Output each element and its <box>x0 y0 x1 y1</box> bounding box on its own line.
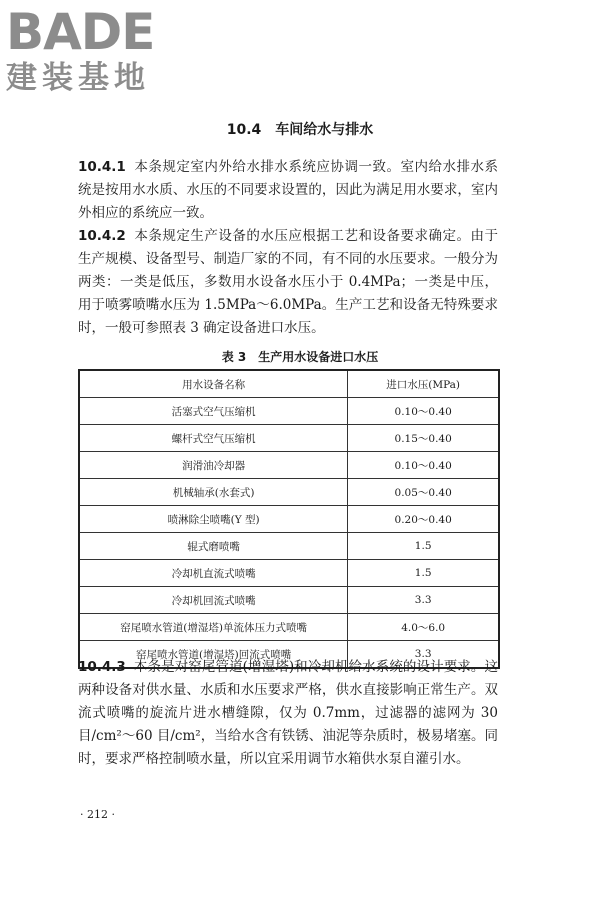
equipment-name-cell: 冷却机直流式喷嘴 <box>79 560 348 587</box>
section-title: 10.4 车间给水与排水 <box>226 122 374 138</box>
pressure-cell: 1.5 <box>348 560 499 587</box>
water-pressure-table <box>78 369 500 669</box>
clause-number: 10.4.1 <box>78 159 126 175</box>
table-row <box>79 506 499 533</box>
clause-number: 10.4.3 <box>78 659 126 675</box>
equipment-name-cell: 机械轴承(水套式) <box>79 479 348 506</box>
equipment-name-cell: 冷却机回流式喷嘴 <box>79 587 348 614</box>
paragraph-10-4-2 <box>78 225 498 340</box>
table-row <box>79 479 499 506</box>
pressure-cell: 4.0～6.0 <box>348 614 499 641</box>
equipment-name-cell: 窑尾喷水管道(增湿塔)单流体压力式喷嘴 <box>79 614 348 641</box>
clause-text: 本条规定生产设备的水压应根据工艺和设备要求确定。由于生产规模、设备型号、制造厂家的不同，有不同的水压要求。一般分为两类：一类是低压，多数用水设备水压小于 0.4MPa；一类是中压，用于喷雾喷嘴水压为 1.5MPa～6.0MPa。生产工艺和设备无特殊要求时，一般可参照表 3 确定设备进口水压。 <box>78 228 498 336</box>
table-row <box>79 425 499 452</box>
table-caption: 表 3 生产用水设备进口水压 <box>221 350 379 364</box>
table-row <box>79 587 499 614</box>
table-row <box>79 452 499 479</box>
pressure-cell: 1.5 <box>348 533 499 560</box>
table-row <box>79 614 499 641</box>
equipment-name-cell: 窑尾喷水管道(增湿塔)回流式喷嘴 <box>79 641 348 669</box>
pressure-cell: 0.15～0.40 <box>348 425 499 452</box>
equipment-name-cell: 喷淋除尘喷嘴(Y 型) <box>79 506 348 533</box>
equipment-name-cell: 润滑油冷却器 <box>79 452 348 479</box>
logo <box>6 4 181 96</box>
pressure-cell: 3.3 <box>348 587 499 614</box>
equipment-name-cell: 螺杆式空气压缩机 <box>79 425 348 452</box>
header-inlet-pressure: 进口水压(MPa) <box>348 370 499 398</box>
table-row <box>79 533 499 560</box>
table-row <box>79 560 499 587</box>
paragraph-10-4-3 <box>78 656 498 771</box>
clause-text: 本条是对窑尾管道(增湿塔)和冷却机给水系统的设计要求。这两种设备对供水量、水质和水压要求严格，供水直接影响正常生产。双流式喷嘴的旋流片进水槽缝隙，仅为 0.7mm，过滤器的滤网为 30 目/cm²～60 目/cm²，当给水含有铁锈、油泥等杂质时，极易堵塞。同时，要求严格控制喷水量，所以宜采用调节水箱供水泵自灌引水。 <box>78 659 498 767</box>
paragraph-10-4-1 <box>78 156 498 225</box>
pressure-cell: 3.3 <box>348 641 499 669</box>
logo-brand: BADE <box>6 4 155 56</box>
equipment-name-cell: 辊式磨喷嘴 <box>79 533 348 560</box>
pressure-cell: 0.10～0.40 <box>348 398 499 425</box>
table-row <box>79 398 499 425</box>
pressure-cell: 0.05～0.40 <box>348 479 499 506</box>
header-equipment-name: 用水设备名称 <box>79 370 348 398</box>
pressure-cell: 0.20～0.40 <box>348 506 499 533</box>
table-header-row <box>79 370 499 398</box>
clause-number: 10.4.2 <box>78 228 126 244</box>
logo-subtitle: 建装基地 <box>6 60 150 96</box>
equipment-name-cell: 活塞式空气压缩机 <box>79 398 348 425</box>
page-number: · 212 · <box>80 808 115 821</box>
pressure-cell: 0.10～0.40 <box>348 452 499 479</box>
clause-text: 本条规定室内外给水排水系统应协调一致。室内给水排水系统是按用水水质、水压的不同要求设置的，因此为满足用水要求，室内外相应的系统应一致。 <box>78 159 498 221</box>
